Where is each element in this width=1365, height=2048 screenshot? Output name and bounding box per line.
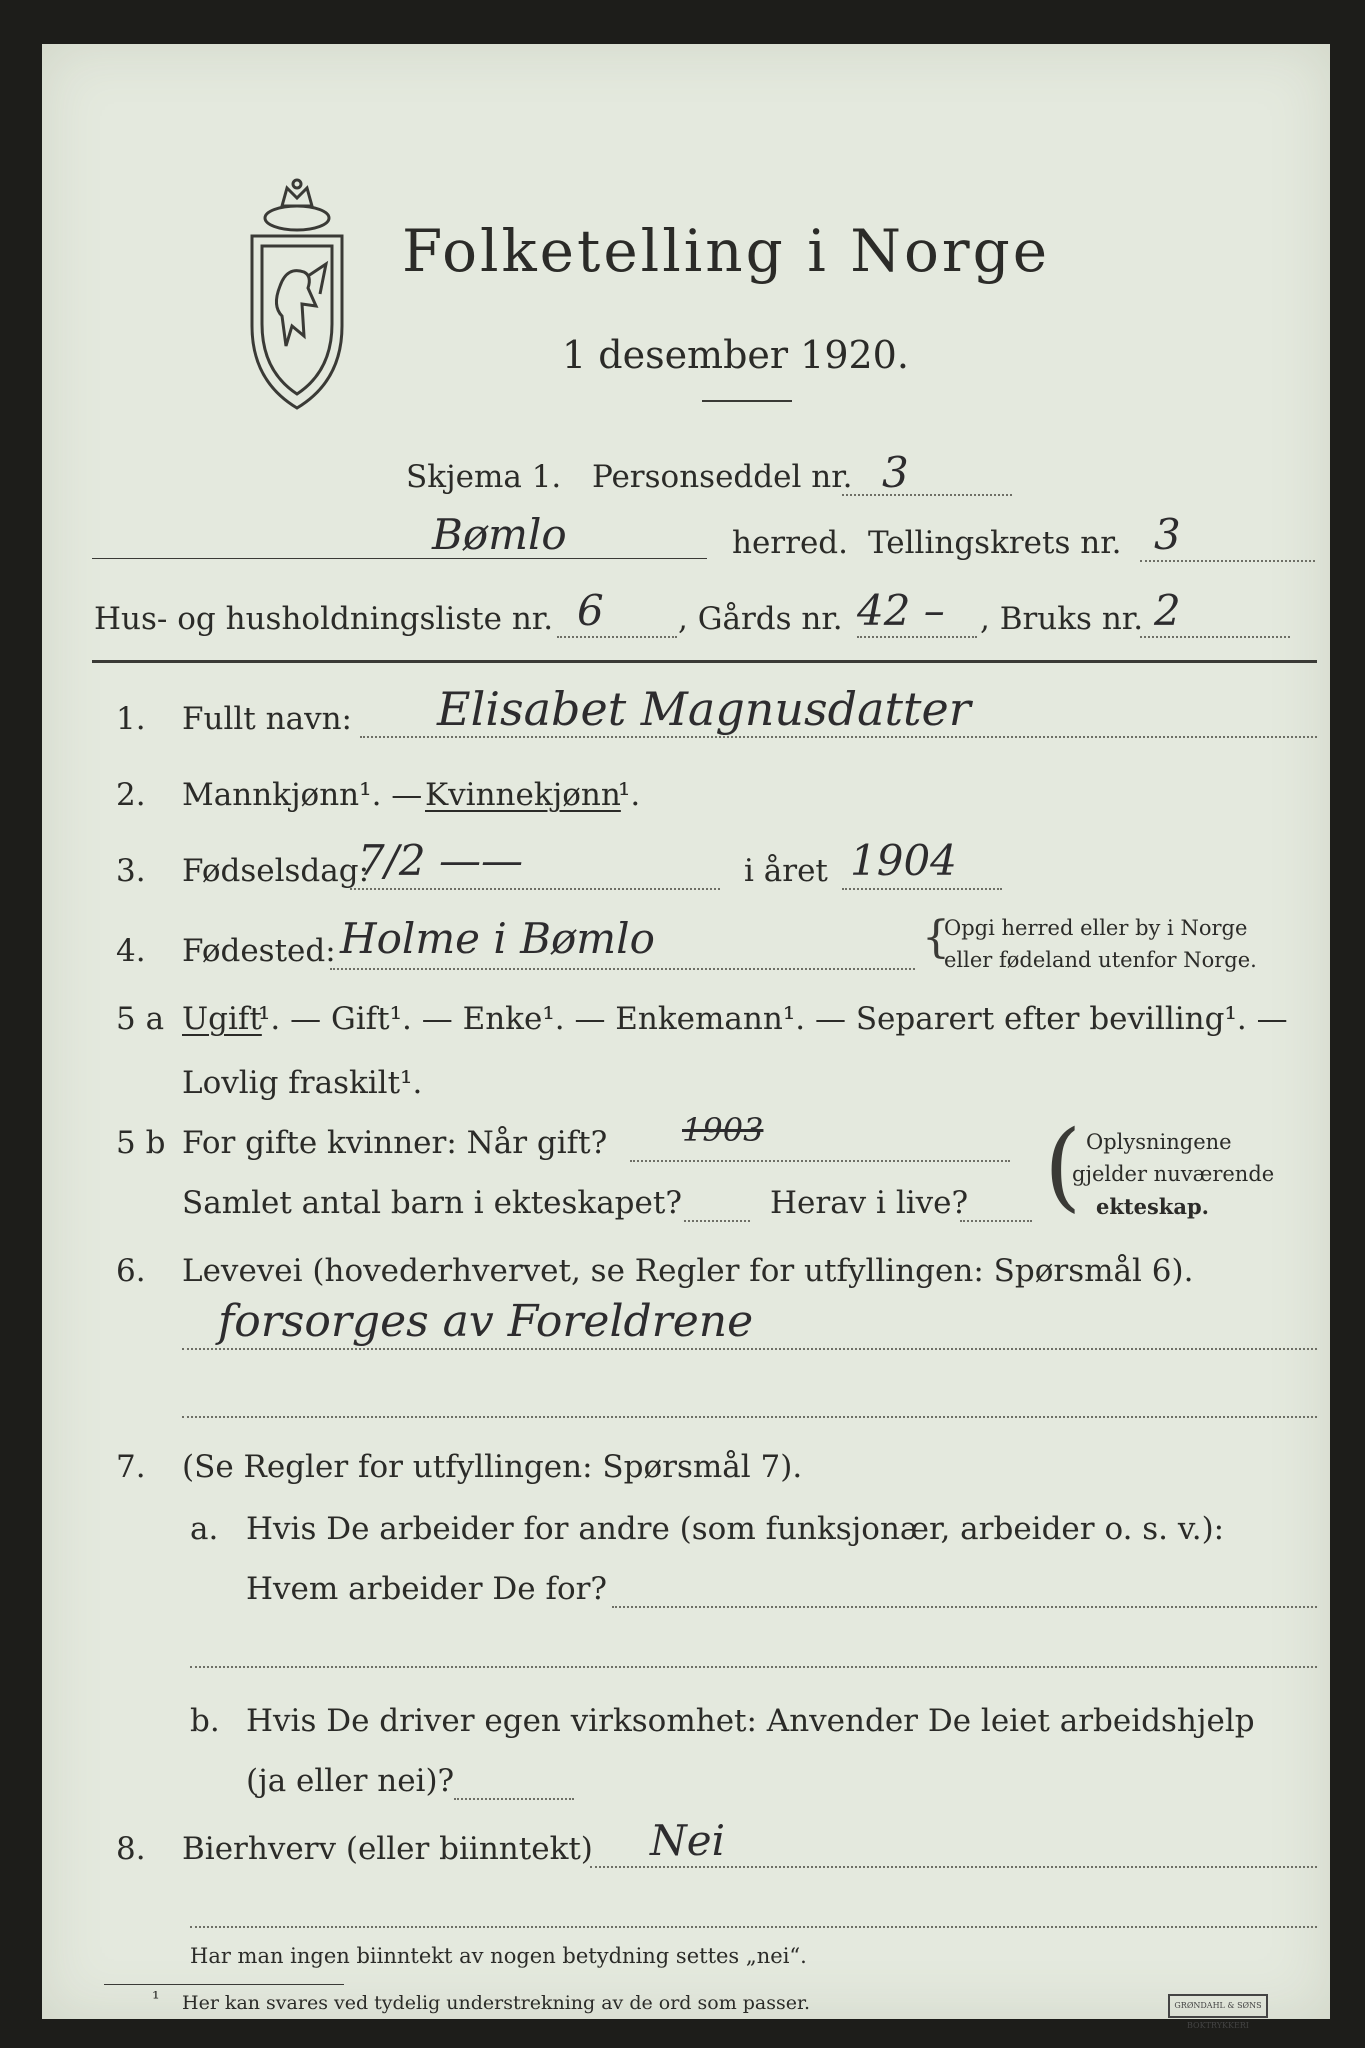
q3-year-line bbox=[842, 888, 1002, 890]
personseddel-value: 3 bbox=[882, 448, 909, 497]
hus-value: 6 bbox=[577, 586, 604, 635]
title-divider bbox=[702, 400, 792, 402]
q5a-options: ¹. — Gift¹. — Enke¹. — Enkemann¹. — Separert efter bevilling¹. — bbox=[258, 1001, 1288, 1037]
q2-female-option: Kvinnekjønn bbox=[425, 777, 621, 813]
q7a-label: Hvis De arbeider for andre (som funksjonær, arbeider o. s. v.): bbox=[246, 1511, 1225, 1547]
gards-value: 42 – bbox=[857, 586, 945, 635]
q7-label: (Se Regler for utfyllingen: Spørsmål 7). bbox=[182, 1449, 803, 1485]
q3-birthdate: 7/2 —— bbox=[358, 836, 523, 885]
footnote-text: Her kan svares ved tydelig understrekning av de ord som passer. bbox=[182, 1992, 811, 2014]
q5b-children-label: Samlet antal barn i ekteskapet? bbox=[182, 1185, 682, 1221]
q5a-number: 5 a bbox=[116, 1001, 165, 1037]
hus-label: Hus- og husholdningsliste nr. bbox=[94, 601, 554, 637]
herred-line bbox=[92, 558, 707, 559]
coat-of-arms-icon bbox=[242, 176, 352, 416]
gards-line bbox=[857, 636, 977, 638]
q7a-employer-line bbox=[612, 1606, 1317, 1608]
q4-number: 4. bbox=[116, 933, 146, 969]
q8-value: Nei bbox=[650, 1816, 726, 1865]
census-date: 1 desember 1920. bbox=[562, 333, 909, 377]
q6-line1 bbox=[182, 1348, 1317, 1350]
tellingskrets-label: Tellingskrets nr. bbox=[868, 525, 1122, 561]
q5a-divorced-option: Lovlig fraskilt¹. bbox=[182, 1065, 423, 1101]
q5b-living-label: Herav i live? bbox=[770, 1185, 969, 1221]
hus-line bbox=[557, 636, 677, 638]
q7b-yes-no-label: (ja eller nei)? bbox=[246, 1763, 455, 1799]
q8-line bbox=[590, 1866, 1317, 1868]
herred-value: Bømlo bbox=[432, 510, 567, 559]
q1-number: 1. bbox=[116, 701, 146, 737]
gards-label: , Gårds nr. bbox=[678, 601, 843, 637]
q2-male-option: Mannkjønn¹. — bbox=[182, 777, 423, 813]
form-title: Folketelling i Norge bbox=[402, 217, 1051, 285]
q5b-living-line bbox=[960, 1220, 1032, 1222]
bruks-value: 2 bbox=[1154, 586, 1181, 635]
q7a-line2 bbox=[190, 1666, 1317, 1668]
personseddel-line bbox=[842, 494, 1012, 496]
q7-number: 7. bbox=[116, 1449, 146, 1485]
q1-full-name: Elisabet Magnusdatter bbox=[437, 682, 971, 736]
q6-number: 6. bbox=[116, 1253, 146, 1289]
q4-brace: { bbox=[922, 912, 950, 963]
q5a-unmarried-option: Ugift bbox=[182, 1001, 262, 1037]
herred-label: herred. bbox=[732, 525, 848, 561]
q5b-note-line3: ekteskap. bbox=[1096, 1194, 1209, 1219]
q6-occupation-value: forsorges av Foreldrene bbox=[218, 1296, 754, 1347]
q4-line bbox=[330, 968, 915, 970]
q5b-married-when-label: For gifte kvinner: Når gift? bbox=[182, 1125, 608, 1161]
q5b-note-line1: Oplysningene bbox=[1086, 1130, 1232, 1154]
q7a-letter: a. bbox=[190, 1511, 219, 1547]
printer-stamp: GRØNDAHL & SØNS BOKTRYKKERI bbox=[1168, 1994, 1268, 2018]
q8-line2 bbox=[190, 1926, 1317, 1928]
q3-label: Fødselsdag: bbox=[182, 853, 370, 889]
header-separator bbox=[92, 660, 1317, 663]
q5b-married-when-line bbox=[630, 1160, 1010, 1162]
q5b-number: 5 b bbox=[116, 1125, 166, 1161]
q4-birthplace: Holme i Bømlo bbox=[340, 914, 655, 963]
q5b-married-when-value: 1903 bbox=[682, 1111, 764, 1149]
q6-label: Levevei (hovederhvervet, se Regler for utfyllingen: Spørsmål 6). bbox=[182, 1253, 1194, 1289]
q4-note-line2: eller fødeland utenfor Norge. bbox=[944, 948, 1257, 972]
q3-birth-year: 1904 bbox=[850, 836, 957, 885]
q7b-label: Hvis De driver egen virksomhet: Anvender De leiet arbeidshjelp bbox=[246, 1703, 1255, 1739]
bruks-label: , Bruks nr. bbox=[980, 601, 1144, 637]
q5b-brace: ( bbox=[1044, 1110, 1082, 1222]
tellingskrets-line bbox=[1140, 560, 1315, 562]
q3-number: 3. bbox=[116, 853, 146, 889]
footnote-mark: ¹ bbox=[152, 1988, 160, 2010]
q6-line2 bbox=[182, 1416, 1317, 1418]
q8-label: Bierhverv (eller biinntekt) bbox=[182, 1831, 593, 1867]
footer-note: Har man ingen biinntekt av nogen betydning settes „nei“. bbox=[190, 1944, 807, 1968]
q2-superscript: ¹. bbox=[618, 777, 641, 813]
bruks-line bbox=[1140, 636, 1290, 638]
q8-number: 8. bbox=[116, 1831, 146, 1867]
q2-number: 2. bbox=[116, 777, 146, 813]
skjema-label: Skjema 1. bbox=[406, 459, 562, 495]
q4-note-line1: Opgi herred eller by i Norge bbox=[944, 916, 1248, 940]
personseddel-label: Personseddel nr. bbox=[592, 459, 853, 495]
q3-line bbox=[350, 888, 720, 890]
census-form-page bbox=[42, 44, 1330, 2030]
q1-line bbox=[360, 736, 1317, 738]
q1-label: Fullt navn: bbox=[182, 701, 352, 737]
q5b-children-line bbox=[684, 1220, 750, 1222]
q7b-line bbox=[454, 1798, 574, 1800]
q7a-employer-label: Hvem arbeider De for? bbox=[246, 1571, 608, 1607]
q7b-letter: b. bbox=[190, 1703, 220, 1739]
q3-year-label: i året bbox=[744, 853, 828, 889]
footnote-rule bbox=[104, 1984, 344, 1985]
q4-label: Fødested: bbox=[182, 933, 336, 969]
q5b-note-line2: gjelder nuværende bbox=[1072, 1162, 1275, 1186]
tellingskrets-value: 3 bbox=[1154, 510, 1181, 559]
